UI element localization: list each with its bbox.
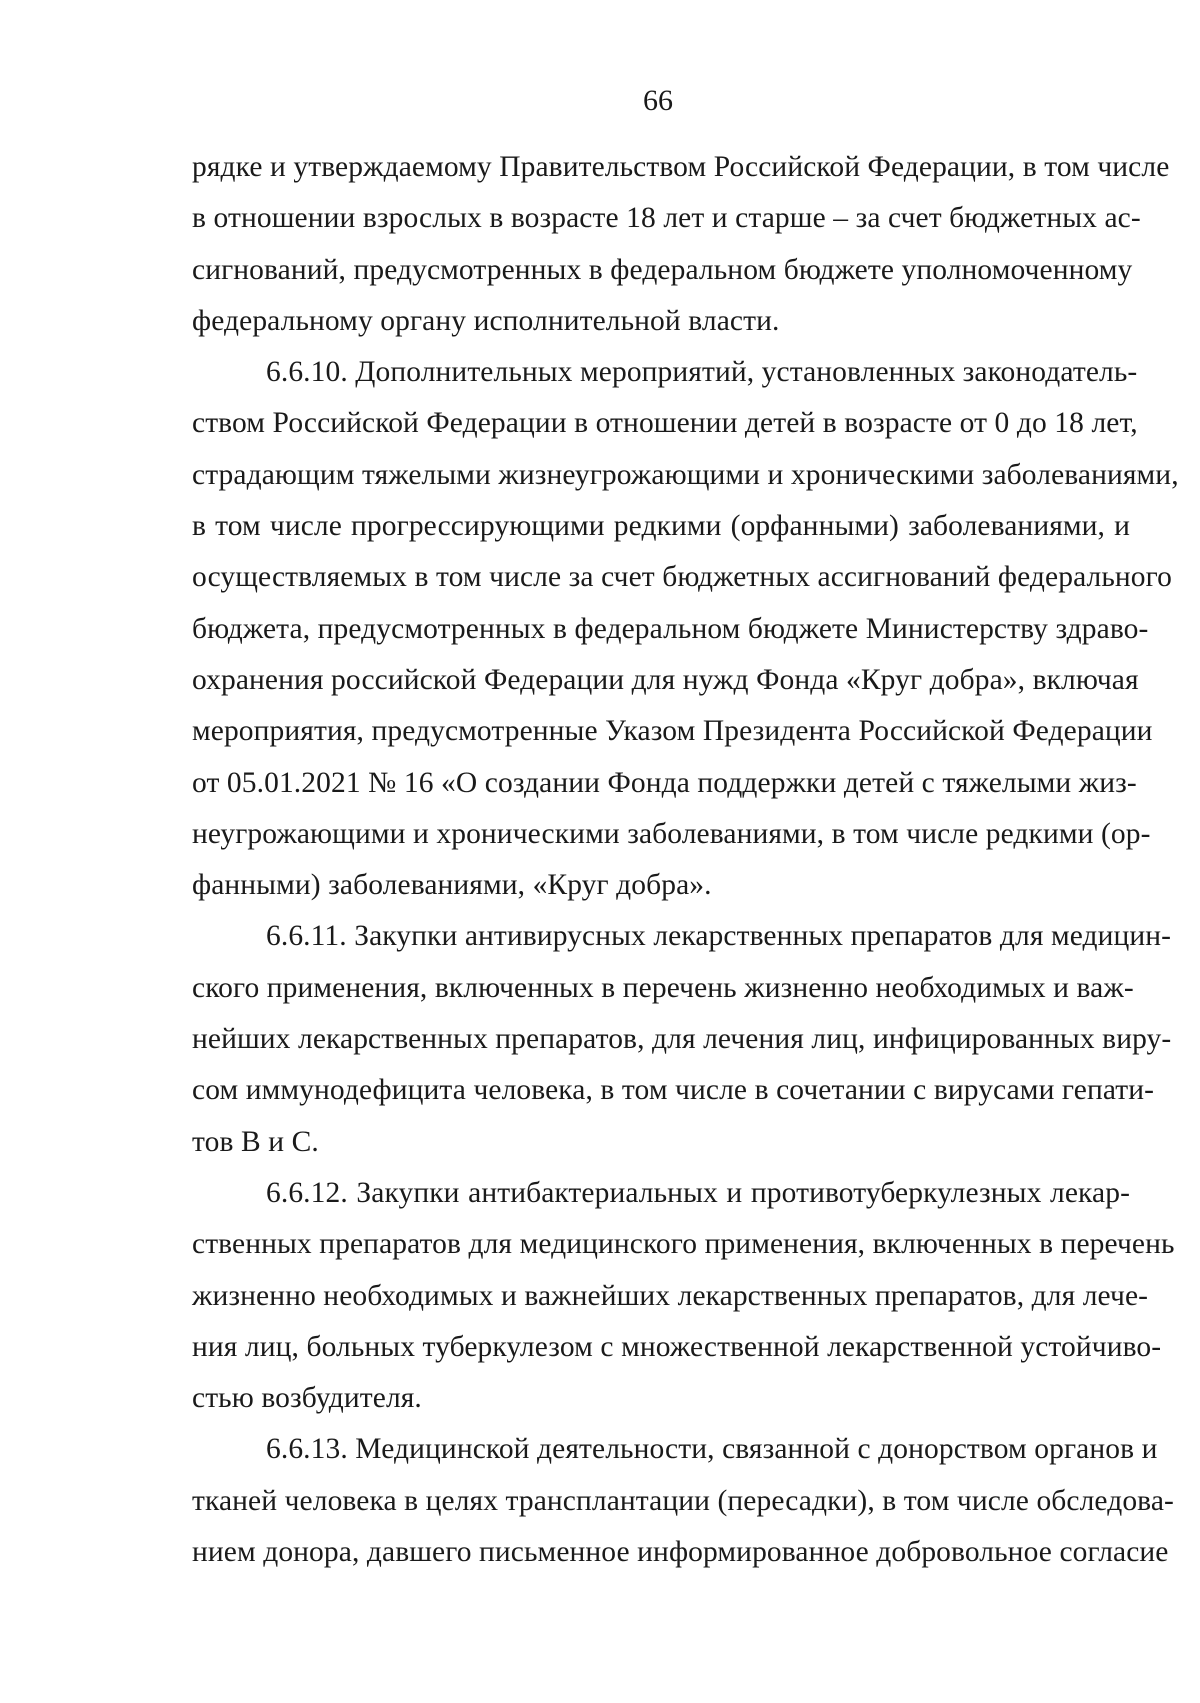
text-line: от 05.01.2021 № 16 «О создании Фонда поддержки детей с тяжелыми жиз- (192, 766, 1137, 799)
text-line: стью возбудителя. (192, 1382, 422, 1415)
text-line: 6.6.12. Закупки антибактериальных и противотуберкулезных лекар- (266, 1176, 1130, 1209)
text-line: мероприятия, предусмотренные Указом Президента Российской Федерации (192, 715, 1153, 748)
text-line: сом иммунодефицита человека, в том числе в сочетании с вирусами гепати- (192, 1074, 1155, 1107)
text-line: тов B и C. (192, 1125, 319, 1158)
text-line: сигнований, предусмотренных в федеральном бюджете уполномоченному (192, 253, 1133, 286)
text-line: фанными) заболеваниями, «Круг добра». (192, 869, 712, 902)
text-line: федеральному органу исполнительной власти. (192, 304, 780, 337)
text-line: нием донора, давшего письменное информированное добровольное согласие (192, 1536, 1169, 1569)
text-line: 6.6.13. Медицинской деятельности, связанной с донорством органов и (266, 1433, 1158, 1466)
text-line: ственных препаратов для медицинского применения, включенных в перечень (192, 1228, 1175, 1261)
text-line: жизненно необходимых и важнейших лекарственных препаратов, для лече- (192, 1279, 1149, 1312)
text-line: ния лиц, больных туберкулезом с множественной лекарственной устойчиво- (192, 1330, 1162, 1363)
text-line: в отношении взрослых в возрасте 18 лет и старше – за счет бюджетных ас- (192, 202, 1141, 235)
text-line: 6.6.11. Закупки антивирусных лекарственных препаратов для медицин- (266, 920, 1172, 953)
body-text (192, 142, 1179, 1578)
text-line: неугрожающими и хроническими заболеваниями, в том числе редкими (ор- (192, 817, 1151, 850)
text-line: осуществляемых в том числе за счет бюджетных ассигнований федерального (192, 561, 1172, 594)
text-line: страдающим тяжелыми жизнеугрожающими и хроническими заболеваниями, (192, 458, 1179, 491)
text-line: нейших лекарственных препаратов, для лечения лиц, инфицированных виру- (192, 1023, 1172, 1056)
text-line: ством Российской Федерации в отношении детей в возрасте от 0 до 18 лет, (192, 407, 1138, 440)
text-line: 6.6.10. Дополнительных мероприятий, установленных законодатель- (266, 356, 1138, 389)
text-line: в том числе прогрессирующими редкими (орфанными) заболеваниями, и (192, 510, 1130, 543)
text-line: тканей человека в целях трансплантации (пересадки), в том числе обследова- (192, 1484, 1174, 1517)
text-line: бюджета, предусмотренных в федеральном бюджете Министерству здраво- (192, 612, 1149, 645)
text-line: рядке и утверждаемому Правительством Российской Федерации, в том числе (192, 151, 1170, 183)
text-line: ского применения, включенных в перечень жизненно необходимых и важ- (192, 971, 1134, 1004)
page-number: 66 (643, 84, 673, 117)
text-line: охранения российской Федерации для нужд Фонда «Круг добра», включая (192, 663, 1139, 696)
